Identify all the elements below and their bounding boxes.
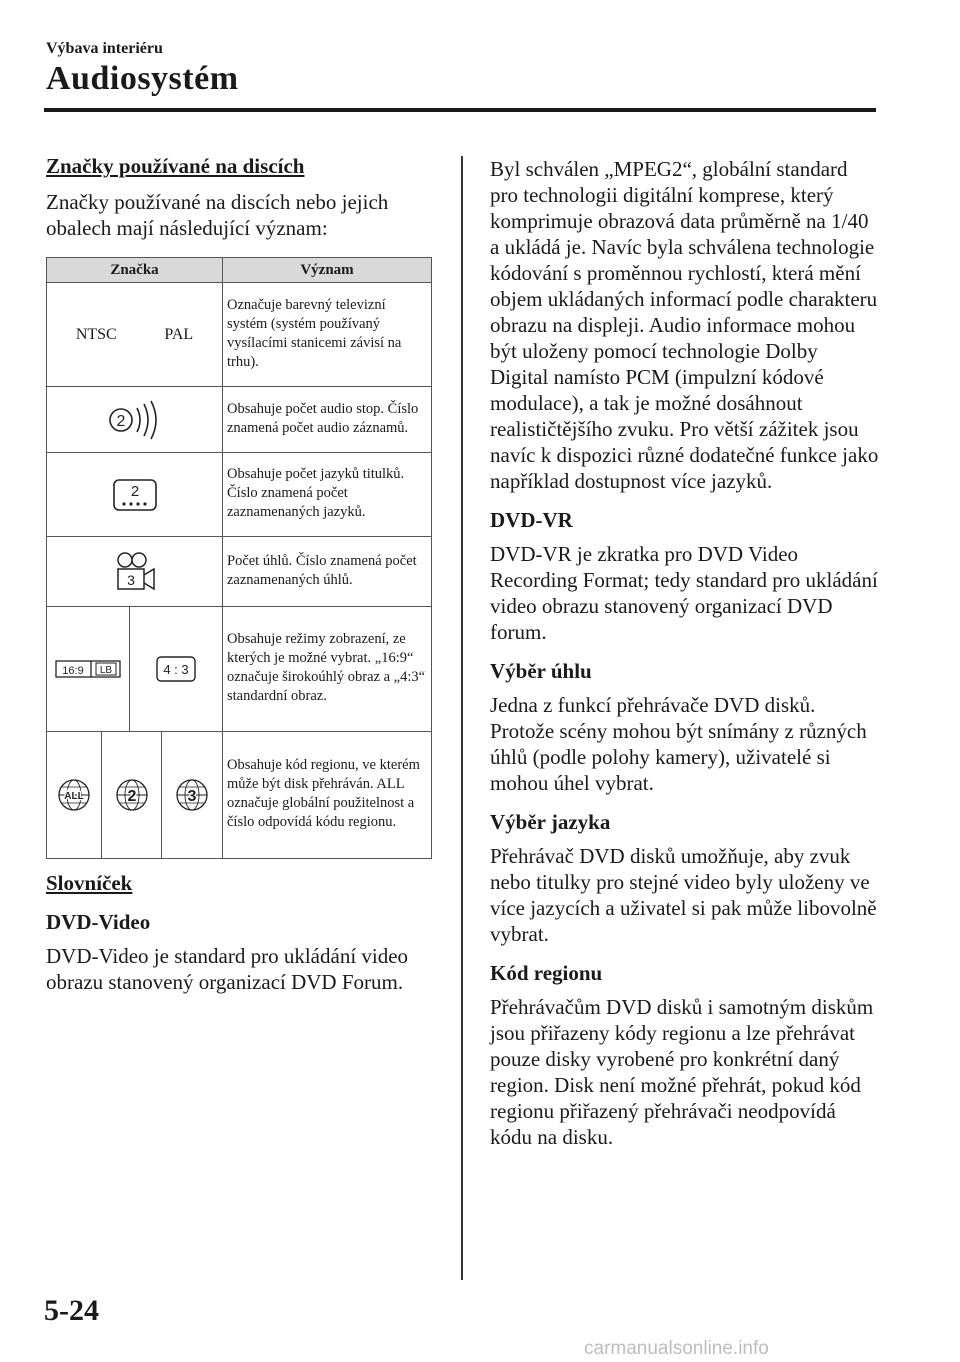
heading-dvd-video: DVD-Video	[46, 910, 151, 934]
subtitles-digit: 2	[130, 482, 139, 500]
heading-language-selection: Výběr jazyka	[490, 810, 611, 834]
aspect-169-label: 16:9	[62, 665, 84, 677]
page-number: 5-24	[44, 1294, 99, 1327]
region-3-label: 3	[187, 788, 197, 805]
table-row	[47, 283, 432, 387]
watermark: carmanualsonline.info	[584, 1338, 769, 1359]
symbol-cell	[47, 283, 223, 387]
audio-streams-icon	[105, 400, 165, 440]
meaning-cell: Obsahuje kód regionu, ve kterém může být disk přehráván. ALL označuje globální použitelnost a číslo odpovídá kódu regionu.	[223, 732, 432, 859]
ntsc-label: NTSC	[75, 325, 117, 343]
symbol-cell	[47, 387, 223, 453]
table-row	[47, 732, 432, 859]
meaning-cell: Obsahuje počet audio stop. Číslo znamená počet audio záznamů.	[223, 387, 432, 453]
camera-angle-digit: 3	[126, 571, 135, 588]
aspect-43-label: 4 : 3	[163, 662, 189, 677]
region-all-label: ALL	[64, 791, 84, 802]
disc-marks-table	[46, 257, 432, 859]
symbol-cell	[47, 537, 223, 607]
camera-angle-icon	[110, 550, 160, 594]
mpeg-paragraph: Byl schválen „MPEG2“, globální standard pro technologii digitální komprese, který komprimuje obrazová data průměrně na 1/40 a ukládá je. Navíc byla schválena technologie kódování s proměnnou rychlostí, která mění objem ukládaných informací podle charakteru obrazu na displeji. Audio informace mohou být uloženy pomocí technologie Dolby Digital namísto PCM (impulzní kódové modulace), a tak je možné dosáhnout realističtějšího zvuku. Pro větší zážitek jsou navíc k dispozici různé dodatečné funkce jako například dostupnost více jazyků.	[490, 157, 879, 493]
language-paragraph: Přehrávač DVD disků umožňuje, aby zvuk nebo titulky pro stejné video byly uloženy ve více jazycích a uživatel si pak může libovolně vybrat.	[490, 844, 877, 946]
audio-streams-digit: 2	[116, 412, 125, 430]
header-rule	[44, 108, 876, 112]
region-paragraph: Přehrávačům DVD disků i samotným diskům jsou přiřazeny kódy regionu a lze přehrávat pouze disky vyrobené pro konkrétní daný region. Disk není možné přehrát, pokud kód regionu přiřazený přehrávači neodpovídá kódu na disku.	[490, 995, 874, 1149]
region-2-icon	[115, 778, 149, 812]
meaning-cell: Označuje barevný televizní systém (systém používaný vysílacími stanicemi závisí na trhu).	[223, 283, 432, 387]
pal-label: PAL	[164, 325, 194, 343]
left-column	[46, 154, 434, 995]
symbol-cell	[47, 453, 223, 537]
dvd-video-paragraph: DVD-Video je standard pro ukládání video obrazu stanovený organizací DVD Forum.	[46, 944, 409, 994]
section-title-disc-marks: Značky používané na discích	[46, 154, 305, 178]
right-column	[490, 156, 880, 1150]
heading-region-code: Kód regionu	[490, 961, 603, 985]
subtitles-icon	[112, 476, 158, 514]
table-row	[47, 537, 432, 607]
region-3-icon	[175, 778, 209, 812]
heading-angle-selection: Výběr úhlu	[490, 659, 592, 683]
table-row	[47, 387, 432, 453]
region-all-icon	[57, 778, 91, 812]
heading-dvd-vr: DVD-VR	[490, 508, 573, 532]
symbol-cell	[47, 732, 223, 859]
table-header-mark: Značka	[47, 258, 223, 283]
angle-paragraph: Jedna z funkcí přehrávače DVD disků. Protože scény mohou být snímány z různých úhlů (podle polohy kamery), uživatelé si mohou úhel vybrat.	[490, 693, 867, 795]
column-divider	[461, 156, 463, 1280]
aspect-43-icon	[155, 654, 197, 684]
aspect-169-lb-icon	[55, 659, 121, 679]
page-title: Audiosystém	[46, 60, 239, 97]
table-row	[47, 607, 432, 732]
region-2-label: 2	[127, 788, 136, 805]
section-title-glossary: Slovníček	[46, 871, 133, 895]
table-header-meaning: Význam	[223, 258, 432, 283]
dvd-vr-paragraph: DVD-VR je zkratka pro DVD Video Recording Format; tedy standard pro ukládání video obrazu stanovený organizací DVD forum.	[490, 542, 878, 644]
meaning-cell: Počet úhlů. Číslo znamená počet zaznamenaných úhlů.	[223, 537, 432, 607]
meaning-cell: Obsahuje počet jazyků titulků. Číslo znamená počet zaznamenaných jazyků.	[223, 453, 432, 537]
intro-paragraph: Značky používané na discích nebo jejich obalech mají následující význam:	[46, 190, 389, 240]
aspect-lb-label: LB	[99, 665, 113, 676]
meaning-cell: Obsahuje režimy zobrazení, ze kterých je možné vybrat. „16:9“ označuje širokoúhlý obraz a „4:3“ standardní obraz.	[223, 607, 432, 732]
symbol-cell	[47, 607, 223, 732]
table-row	[47, 453, 432, 537]
section-label: Výbava interiéru	[46, 40, 163, 57]
